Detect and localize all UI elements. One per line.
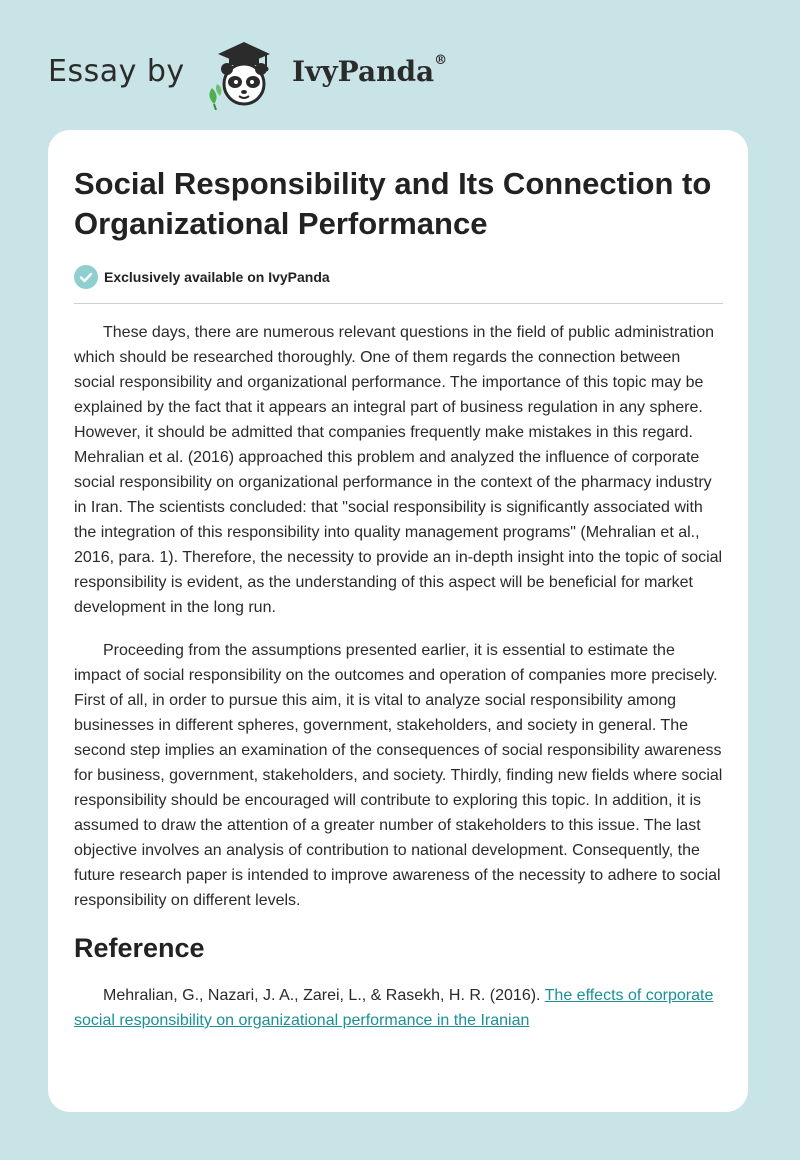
paragraph: Proceeding from the assumptions presented earlier, it is essential to estimate the impact of social responsibility on the outcomes and operation of companies more precisely. First of all, in order to pursue this aim, it is vital to analyze social responsibility among businesses in different spheres, government, stakeholders, and society in general. The second step implies an examination of the consequences of social responsibility awareness for business, government, stakeholders, and society. Thirdly, finding new fields where social responsibility should be encouraged will contribute to exploring this topic. In addition, it is assumed to draw the attention of a greater number of stakeholders to this issue. The last objective involves an analysis of contribution to national development. Consequently, the future research paper is intended to improve awareness of the necessity to adhere to social responsibility on different levels. [74, 642, 723, 909]
brand-name[interactable]: IvyPanda® [292, 53, 448, 88]
reference-heading: Reference [74, 933, 205, 963]
reference-authors: Mehralian, G., Nazari, J. A., Zarei, L., & Rasekh, H. R. (2016). [103, 987, 545, 1004]
essay-title: Social Responsibility and Its Connection to Organizational Performance [74, 166, 712, 241]
essay-by-label: Essay by [48, 54, 185, 89]
reference-link[interactable]: The effects of corporate social responsibility on organizational performance in the Iranian [74, 987, 714, 1029]
site-header [48, 36, 548, 106]
exclusive-badge-label: Exclusively available on IvyPanda [104, 269, 330, 285]
essay-body [74, 320, 724, 1033]
reference-entry [74, 983, 724, 1033]
check-circle-icon [74, 265, 98, 289]
panda-logo-icon[interactable] [204, 38, 284, 110]
divider [74, 303, 723, 304]
exclusive-badge [74, 264, 330, 290]
paragraph: These days, there are numerous relevant questions in the field of public administration which should be researched thoroughly. One of them regards the connection between social responsibility and organizational performance. The importance of this topic may be explained by the fact that it appears an integral part of business regulation in any sphere. However, it should be admitted that companies frequently make mistakes in this regard. Mehralian et al. (2016) approached this problem and analyzed the influence of corporate social responsibility on organizational performance in the context of the pharmacy industry in Iran. The scientists concluded: that "social responsibility is significantly associated with the integration of this responsibility into quality management programs" (Mehralian et al., 2016, para. 1). Therefore, the necessity to provide an in-depth insight into the topic of social responsibility is evident, as the understanding of this aspect will be beneficial for market development in the long run. [74, 324, 723, 616]
essay-card [48, 130, 748, 1112]
